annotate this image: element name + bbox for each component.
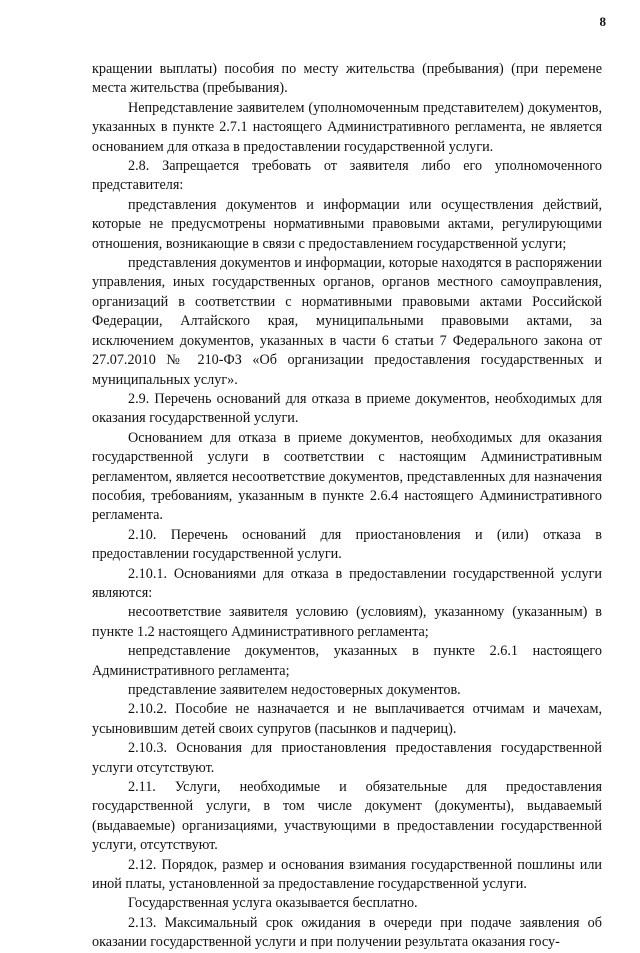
paragraph: представление заявителем недостоверных документов. — [128, 682, 461, 698]
paragraph: 2.8. Запрещается требовать от заявителя либо его уполномоченного представителя: — [92, 158, 602, 194]
paragraph: 2.11. Услуги, необходимые и обязательные для предоставления государственной услуги, в том числе документ (документы), выдаваемый (выдаваемые) организациями, участвующими в предоставлении государственной услуги, отсутствуют. — [92, 779, 602, 854]
paragraph: 2.10. Перечень оснований для приостановления и (или) отказа в предоставлении государственной услуги. — [92, 526, 602, 563]
paragraph: 2.10.2. Пособие не назначается и не выплачивается отчимам и мачехам, усыновившим детей своих супругов (пасынков и падчериц). — [92, 701, 602, 737]
paragraph: 2.10.1. Основаниями для отказа в предоставлении государственной услуги являются: — [92, 565, 602, 601]
paragraph: 2.13. Максимальный срок ожидания в очереди при подаче заявления об оказании государственной услуги и при получении результата оказания госу- — [92, 914, 602, 951]
page-number: 8 — [599, 14, 606, 29]
paragraph: Основанием для отказа в приеме документов, необходимых для оказания государственной услуги в соответствии с настоящим Административным регламентом, является несоответствие документов, представленных для назначения пособия, требованиям, указанным в пункте 2.6.4 настоящего Административного регламента. — [92, 429, 602, 524]
paragraph: 2.10.3. Основания для приостановления предоставления государственной услуги отсутствуют. — [92, 740, 602, 776]
paragraph: 2.12. Порядок, размер и основания взимания государственной пошлины или иной платы, установленной за предоставление государственной услуги. — [92, 856, 602, 893]
paragraph: Государственная услуга оказывается бесплатно. — [128, 895, 418, 912]
paragraph: непредставление документов, указанных в пункте 2.6.1 настоящего Административного регламента; — [92, 643, 602, 679]
paragraph: несоответствие заявителя условию (условиям), указанному (указанным) в пункте 1.2 настоящего Административного регламента; — [92, 604, 602, 640]
paragraph: 2.9. Перечень оснований для отказа в приеме документов, необходимых для оказания государственной услуги. — [92, 390, 602, 427]
document-body — [92, 60, 602, 953]
paragraph: представления документов и информации, которые находятся в распоряжении управления, иных государственных органов, органов местного самоуправления, организаций в соответствии с нормативными правовыми актами Российской Федерации, Алтайского края, муниципальными правовыми актами, за исключением документов, указанных в части 6 статьи 7 Федерального закона от 27.07.2010 № 210-ФЗ «Об организации предоставления государственных и муниципальных услуг». — [92, 255, 602, 388]
paragraph: кращении выплаты) пособия по месту жительства (пребывания) (при перемене места жительства (пребывания). — [92, 61, 602, 97]
paragraph: Непредставление заявителем (уполномоченным представителем) документов, указанных в пункте 2.7.1 настоящего Административного регламента, не является основанием для отказа в предоставлении государственной услуги. — [92, 99, 602, 155]
paragraph: представления документов и информации или осуществления действий, которые не предусмотрены нормативными правовыми актами, регулирующими отношения, возникающие в связи с предоставлением государственной услуги; — [92, 196, 602, 252]
